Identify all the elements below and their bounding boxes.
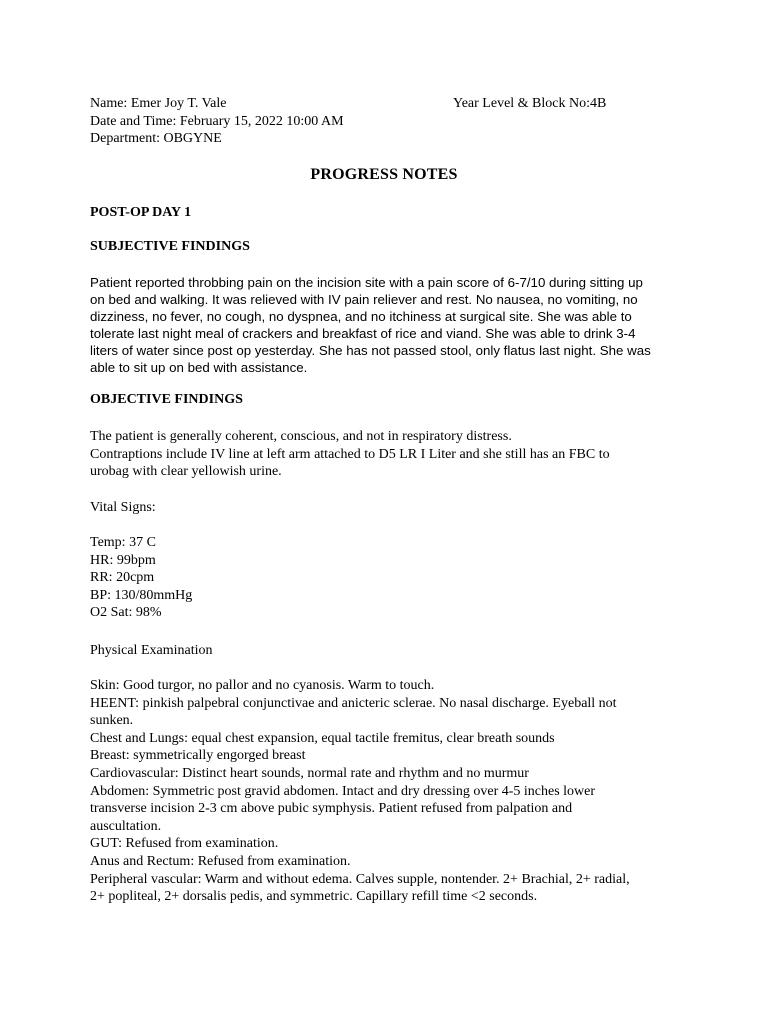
objective-line: urobag with clear yellowish urine. bbox=[90, 464, 282, 480]
exam-peripheral-vascular-cont: 2+ popliteal, 2+ dorsalis pedis, and symmetric. Capillary refill time <2 seconds. bbox=[90, 889, 538, 905]
subjective-line: liters of water since post op yesterday. She has not passed stool, only flatus last night. She was bbox=[90, 343, 651, 358]
exam-heent: HEENT: pinkish palpebral conjunctivae and anicteric sclerae. No nasal discharge. Eyeball not bbox=[90, 695, 617, 711]
objective-general-text bbox=[90, 428, 690, 481]
department: Department: OBGYNE bbox=[90, 131, 222, 147]
objective-heading: OBJECTIVE FINDINGS bbox=[90, 392, 243, 407]
vital-signs-label: Vital Signs: bbox=[90, 500, 156, 515]
vital-sign-hr: HR: 99bpm bbox=[90, 552, 156, 568]
subjective-line: on bed and walking. It was relieved with IV pain reliever and rest. No nausea, no vomiting, no bbox=[90, 292, 638, 307]
vital-sign-temp: Temp: 37 C bbox=[90, 535, 156, 550]
subjective-heading: SUBJECTIVE FINDINGS bbox=[90, 239, 250, 254]
exam-skin: Skin: Good turgor, no pallor and no cyanosis. Warm to touch. bbox=[90, 678, 435, 693]
vital-sign-o2: O2 Sat: 98% bbox=[90, 605, 162, 621]
exam-abdomen: Abdomen: Symmetric post gravid abdomen. Intact and dry dressing over 4-5 inches lower bbox=[90, 783, 596, 799]
page-title: PROGRESS NOTES bbox=[310, 166, 458, 183]
patient-name: Name: Emer Joy T. Vale bbox=[90, 96, 227, 111]
date-time: Date and Time: February 15, 2022 10:00 AM bbox=[90, 113, 344, 129]
exam-heent-cont: sunken. bbox=[90, 713, 134, 729]
exam-abdomen-cont: auscultation. bbox=[90, 818, 162, 834]
exam-peripheral-vascular: Peripheral vascular: Warm and without edema. Calves supple, nontender. 2+ Brachial, 2+ radial, bbox=[90, 871, 630, 887]
objective-line: The patient is generally coherent, conscious, and not in respiratory distress. bbox=[90, 429, 512, 444]
post-op-heading: POST-OP DAY 1 bbox=[90, 205, 192, 220]
vital-sign-bp: BP: 130/80mmHg bbox=[90, 587, 193, 603]
subjective-line: tolerate last night meal of crackers and breakfast of rice and viand. She was able to drink 3-4 bbox=[90, 326, 636, 341]
exam-breast: Breast: symmetrically engorged breast bbox=[90, 748, 306, 764]
objective-line: Contraptions include IV line at left arm attached to D5 LR I Liter and she still has an FBC to bbox=[90, 446, 610, 462]
physical-exam-label: Physical Examination bbox=[90, 643, 213, 658]
physical-exam-text bbox=[90, 677, 690, 906]
exam-chest-lungs: Chest and Lungs: equal chest expansion, equal tactile fremitus, clear breath sounds bbox=[90, 730, 555, 746]
exam-anus-rectum: Anus and Rectum: Refused from examination. bbox=[90, 853, 351, 869]
subjective-text bbox=[90, 274, 690, 376]
subjective-line: Patient reported throbbing pain on the incision site with a pain score of 6-7/10 during sitting up bbox=[90, 275, 643, 290]
vital-signs-list bbox=[90, 534, 690, 622]
exam-gut: GUT: Refused from examination. bbox=[90, 836, 279, 852]
subjective-line: dizziness, no fever, no cough, no dyspnea, and no itchiness at surgical site. She was able to bbox=[90, 309, 632, 324]
subjective-line: able to sit up on bed with assistance. bbox=[90, 360, 308, 375]
year-level-block: Year Level & Block No:4B bbox=[453, 96, 607, 111]
exam-cardiovascular: Cardiovascular: Distinct heart sounds, normal rate and rhythm and no murmur bbox=[90, 765, 529, 781]
exam-abdomen-cont: transverse incision 2-3 cm above pubic symphysis. Patient refused from palpation and bbox=[90, 801, 573, 817]
vital-sign-rr: RR: 20cpm bbox=[90, 570, 155, 586]
